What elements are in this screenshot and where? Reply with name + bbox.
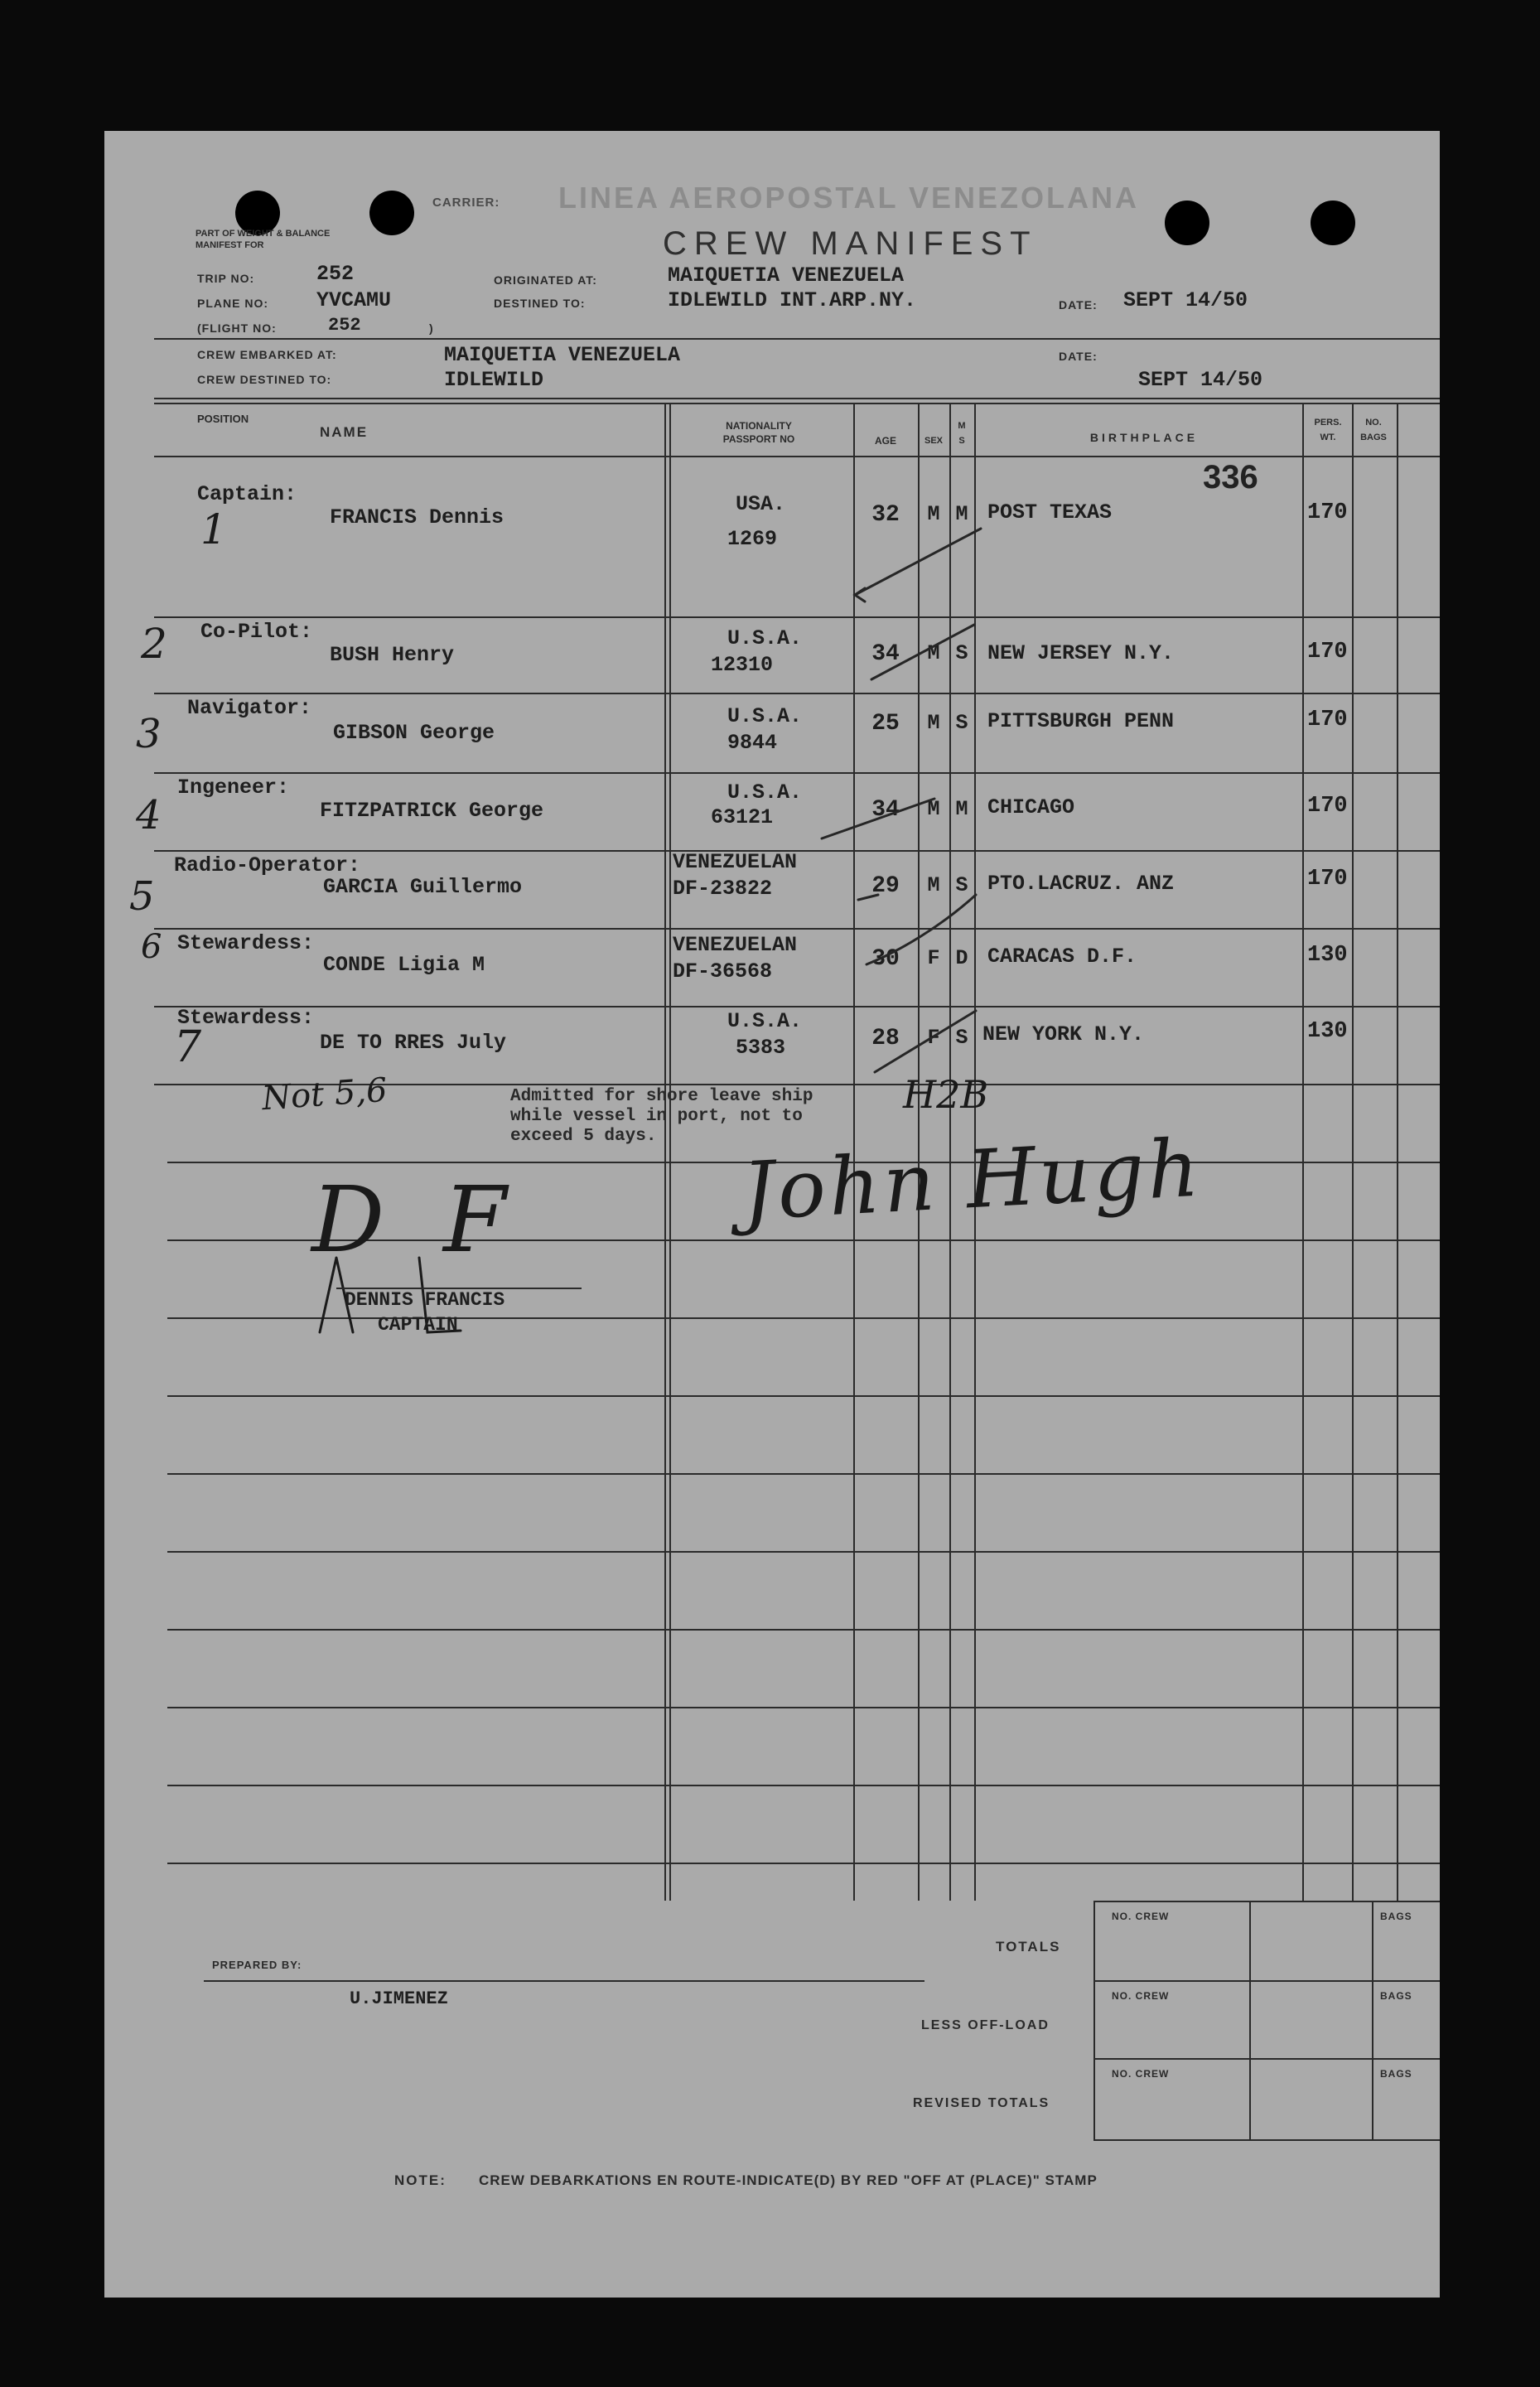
crew-hand-number: 4	[136, 792, 162, 838]
crew-marital: S	[955, 711, 968, 735]
crew-passport: 9844	[727, 731, 778, 755]
crew-weight: 130	[1307, 1019, 1348, 1044]
crew-weight: 170	[1307, 867, 1348, 892]
crew-hand-number: 7	[174, 1022, 202, 1072]
crew-name: CONDE Ligia M	[323, 953, 485, 977]
col-nationality: NATIONALITY	[726, 420, 792, 432]
crew-birthplace: CARACAS D.F.	[987, 945, 1137, 969]
prepared-by-label: PREPARED BY:	[212, 1959, 302, 1971]
col-no-bags: NO.	[1365, 418, 1382, 428]
manifest-sheet	[104, 131, 1440, 2298]
trip-number: 252	[316, 262, 355, 286]
crew-hand-number: 5	[129, 873, 155, 920]
stamp-line-1: Admitted for shore leave ship	[510, 1087, 813, 1106]
part-of-label: PART OF WEIGHT & BALANCE	[196, 229, 331, 239]
crew-sex: M	[927, 797, 940, 821]
bags-label: BAGS	[1380, 1990, 1412, 2002]
crew-marital: S	[955, 873, 968, 897]
prepared-by: U.JIMENEZ	[350, 1988, 448, 2009]
crew-passport: 1269	[727, 527, 778, 551]
crew-age: 29	[871, 873, 900, 899]
crew-position: Navigator:	[187, 696, 312, 720]
crew-marital: S	[955, 1026, 968, 1050]
date2-label: DATE:	[1059, 350, 1098, 363]
no-crew-label: NO. CREW	[1112, 1911, 1170, 1922]
crew-destined-label: CREW DESTINED TO:	[197, 373, 332, 386]
crew-marital: M	[955, 797, 968, 821]
crew-weight: 170	[1307, 640, 1348, 664]
crew-hand-number: 6	[141, 928, 162, 966]
handwritten-note: Not 5,6	[260, 1070, 389, 1119]
crew-sex: F	[927, 1026, 940, 1050]
col-marital-m: M	[958, 421, 966, 431]
carrier-name: LINEA AEROPOSTAL VENEZOLANA	[558, 181, 1140, 215]
crew-age: 30	[871, 946, 900, 972]
plane-label: PLANE NO:	[197, 297, 268, 310]
crew-sex: F	[927, 946, 940, 970]
crew-name: FRANCIS Dennis	[330, 505, 504, 529]
crew-nationality: U.S.A.	[727, 1009, 803, 1033]
crew-hand-number: 1	[200, 505, 227, 553]
date-value: SEPT 14/50	[1123, 288, 1248, 312]
crew-position: Co-Pilot:	[200, 620, 313, 644]
crew-passport: DF-36568	[673, 959, 773, 983]
crew-passport: DF-23822	[673, 877, 773, 901]
bags-label: BAGS	[1380, 1911, 1412, 1922]
crew-birthplace: PITTSBURGH PENN	[987, 709, 1175, 733]
trip-label: TRIP NO:	[197, 272, 255, 285]
page-number: 336	[1203, 459, 1258, 495]
crew-sex: M	[927, 502, 940, 526]
originated-label: ORIGINATED AT:	[494, 273, 597, 287]
no-crew-label: NO. CREW	[1112, 1990, 1170, 2002]
crew-passport: 12310	[711, 653, 774, 677]
crew-marital: D	[955, 946, 968, 970]
col-position: POSITION	[197, 413, 249, 425]
crew-age: 25	[871, 711, 900, 737]
destined-label: DESTINED TO:	[494, 297, 586, 310]
crew-name: FITZPATRICK George	[320, 799, 544, 823]
crew-passport: 63121	[711, 805, 774, 829]
crew-weight: 170	[1307, 794, 1348, 819]
crew-hand-number: 2	[141, 620, 167, 668]
crew-name: GIBSON George	[333, 721, 495, 745]
crew-name: DE TO RRES July	[320, 1031, 507, 1055]
crew-name: GARCIA Guillermo	[323, 875, 523, 899]
captain-title: CAPTAIN	[378, 1314, 458, 1336]
col-no-bags-2: BAGS	[1360, 432, 1387, 442]
col-age: AGE	[874, 435, 896, 447]
col-passport: PASSPORT NO	[722, 433, 795, 445]
bags-label: BAGS	[1380, 2068, 1412, 2080]
handwritten-initials: H2B	[903, 1072, 989, 1117]
crew-name: BUSH Henry	[330, 643, 455, 667]
stamp-line-2: while vessel in port, not to	[510, 1107, 803, 1126]
less-offload-label: LESS OFF-LOAD	[921, 2018, 1050, 2032]
crew-sex: M	[927, 873, 940, 897]
destined-to: IDLEWILD INT.ARP.NY.	[668, 288, 917, 312]
col-name: NAME	[320, 424, 369, 440]
crew-destined-to: IDLEWILD	[444, 368, 544, 392]
crew-position: Stewardess:	[177, 931, 315, 955]
crew-birthplace: NEW YORK N.Y.	[982, 1022, 1145, 1046]
crew-marital: S	[955, 641, 968, 665]
crew-hand-number: 3	[136, 711, 162, 757]
col-sex: SEX	[924, 436, 943, 446]
crew-birthplace: PTO.LACRUZ. ANZ	[987, 872, 1175, 896]
document-title: CREW MANIFEST	[663, 225, 1038, 262]
crew-weight: 170	[1307, 708, 1348, 732]
crew-age: 34	[871, 797, 900, 823]
crew-nationality: U.S.A.	[727, 780, 803, 805]
crew-nationality: U.S.A.	[727, 626, 803, 650]
crew-birthplace: POST TEXAS	[987, 500, 1113, 524]
flight-number: 252	[328, 315, 361, 336]
crew-passport: 5383	[736, 1036, 786, 1060]
col-birthplace: BIRTHPLACE	[1089, 431, 1199, 444]
col-pers-wt: PERS.	[1314, 418, 1342, 428]
carrier-label: CARRIER:	[432, 196, 500, 210]
stamp-line-3: exceed 5 days.	[510, 1127, 657, 1146]
note-label: NOTE:	[394, 2172, 447, 2188]
date-label: DATE:	[1059, 298, 1098, 312]
embarked-label: CREW EMBARKED AT:	[197, 348, 337, 361]
crew-position: Captain:	[197, 482, 297, 506]
crew-marital: M	[955, 502, 968, 526]
crew-birthplace: NEW JERSEY N.Y.	[987, 641, 1175, 665]
crew-age: 34	[871, 641, 900, 667]
crew-nationality: USA.	[736, 492, 786, 516]
inspector-signature: John Hugh	[740, 1121, 1204, 1239]
crew-birthplace: CHICAGO	[987, 795, 1075, 819]
crew-age: 32	[871, 502, 900, 528]
originated-at: MAIQUETIA VENEZUELA	[668, 263, 905, 288]
crew-nationality: U.S.A.	[727, 704, 803, 728]
embarked-at: MAIQUETIA VENEZUELA	[444, 343, 681, 367]
pencil-check-marks	[104, 131, 1440, 1125]
manifest-for-label: MANIFEST FOR	[196, 240, 264, 250]
crew-position: Stewardess:	[177, 1006, 315, 1030]
note-text: CREW DEBARKATIONS EN ROUTE-INDICATE(D) BY RED "OFF AT (PLACE)" STAMP	[479, 2172, 1098, 2188]
no-crew-label: NO. CREW	[1112, 2068, 1170, 2080]
totals-label: TOTALS	[996, 1939, 1061, 1955]
plane-number: YVCAMU	[316, 288, 392, 312]
crew-weight: 130	[1307, 943, 1348, 968]
flight-label: (FLIGHT NO:	[197, 321, 277, 335]
crew-nationality: VENEZUELAN	[673, 850, 798, 874]
crew-sex: M	[927, 711, 940, 735]
col-pers-wt-2: WT.	[1320, 432, 1336, 442]
revised-totals-label: REVISED TOTALS	[913, 2096, 1050, 2110]
captain-signature: D F	[311, 1167, 522, 1273]
crew-weight: 170	[1307, 500, 1348, 525]
captain-name: DENNIS FRANCIS	[345, 1289, 505, 1311]
crew-sex: M	[927, 641, 940, 665]
crew-position: Ingeneer:	[177, 776, 290, 800]
crew-age: 28	[871, 1026, 900, 1051]
crew-nationality: VENEZUELAN	[673, 933, 798, 957]
date2-value: SEPT 14/50	[1138, 368, 1263, 392]
crew-position: Radio-Operator:	[174, 853, 361, 877]
col-marital-s: S	[958, 436, 965, 446]
flight-close: )	[429, 321, 434, 335]
